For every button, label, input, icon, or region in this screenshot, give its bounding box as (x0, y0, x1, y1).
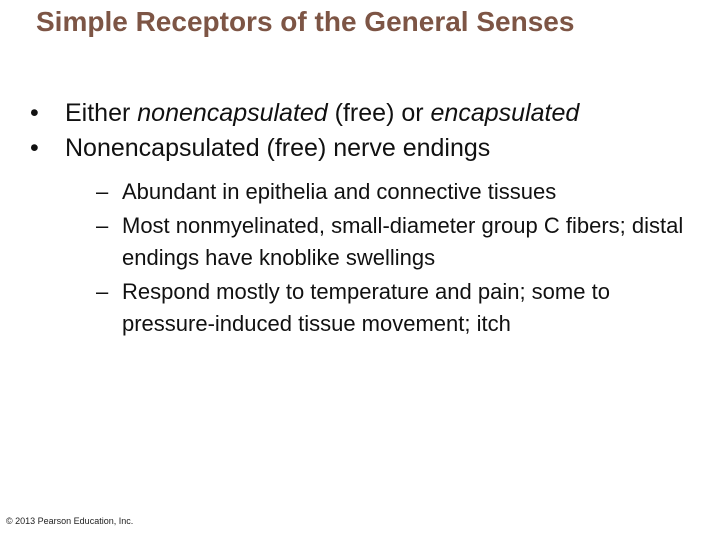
sub-bullet-text: Most nonmyelinated, small-diameter group C fibers; distal endings have knoblike swellings (122, 213, 684, 270)
bullet-item-encapsulation (26, 96, 686, 131)
bullet-term-nonencapsulated: nonencapsulated (137, 99, 328, 127)
copyright-footer: © 2013 Pearson Education, Inc. (6, 516, 134, 526)
bullet-marker: • (30, 134, 39, 162)
bullet-text-middle: (free) or (327, 99, 431, 127)
sub-bullet-text: Respond mostly to temperature and pain; some to pressure-induced tissue movement; itch (122, 279, 610, 336)
bullet-marker: • (30, 99, 39, 127)
sub-bullet-marker: – (96, 213, 109, 238)
slide-title: Simple Receptors of the General Senses (36, 6, 575, 37)
sub-bullet-item (96, 276, 686, 340)
sub-bullet-marker: – (96, 179, 109, 204)
sub-bullet-marker: – (96, 279, 109, 304)
bullet-list (26, 96, 686, 342)
bullet-text: Nonencapsulated (free) nerve endings (65, 134, 491, 162)
bullet-text-prefix: Either (65, 99, 138, 127)
sub-bullet-text: Abundant in epithelia and connective tissues (122, 179, 557, 204)
bullet-item-nonencapsulated (26, 131, 686, 166)
sub-bullet-item (96, 210, 686, 274)
sub-bullet-list (26, 176, 686, 340)
sub-bullet-item (96, 176, 686, 208)
bullet-term-encapsulated: encapsulated (430, 99, 580, 127)
